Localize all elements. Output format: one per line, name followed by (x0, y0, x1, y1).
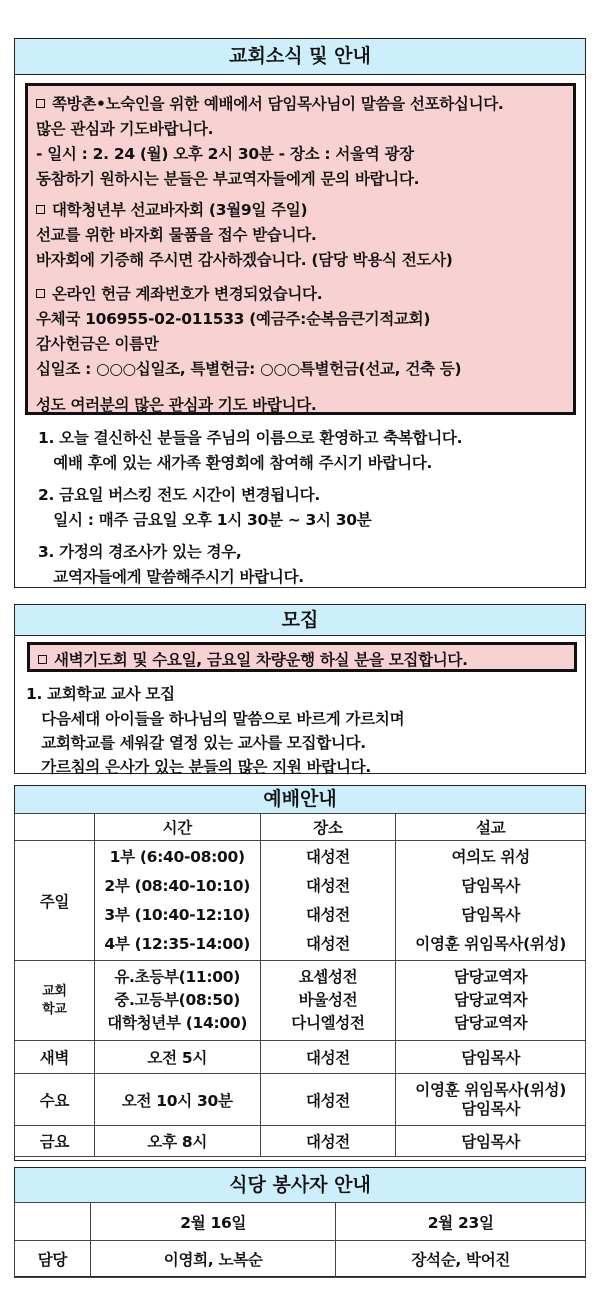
school-times: 유.초등부(11:00) 중.고등부(08:50) 대학청년부 (14:00) (94, 961, 260, 1041)
notice-line: 대학청년부 선교바자회 (3월9일 주일) (36, 198, 307, 220)
kitchen-date: 2월 16일 (90, 1203, 336, 1241)
sunday-places: 대성전 대성전 대성전 대성전 (260, 841, 396, 961)
notice-line: 동참하기 원하시는 분들은 부교역자들에게 문의 바랍니다. (36, 170, 420, 188)
checkbox-icon (36, 289, 45, 298)
fri-preacher: 담임목사 (396, 1126, 586, 1157)
notice-line: 온라인 헌금 계좌번호가 변경되었습니다. (36, 282, 322, 304)
news-item: 교역자들에게 말씀해주시기 바랍니다. (38, 568, 304, 586)
col-header (15, 814, 95, 841)
news-item: 예배 후에 있는 새가족 환영회에 참여해 주시기 바랍니다. (38, 454, 433, 472)
notice-line: 바자회에 기증해 주시면 감사하겠습니다. (담당 박용식 전도사) (36, 251, 453, 269)
notice-line: 쪽방촌•노숙인을 위한 예배에서 담임목사님이 말씀을 선포하십니다. (36, 92, 504, 114)
empty-cell (15, 1203, 91, 1241)
sunday-times: 1부 (6:40-08:00) 2부 (08:40-10:10) 3부 (10:40-12:10) 4부 (12:35-14:00) (94, 841, 260, 961)
recruit-item: 1. 교회학교 교사 모집 (26, 685, 175, 703)
school-label: 교회 학교 (15, 961, 95, 1041)
notice-line: 선교를 위한 바자회 물품을 접수 받습니다. (36, 226, 317, 244)
school-places: 요셉성전 바울성전 다니엘성전 (260, 961, 396, 1041)
notice-line: - 일시 : 2. 24 (월) 오후 2시 30분 - 장소 : 서울역 광장 (36, 145, 414, 163)
kitchen-header: 식당 봉사자 안내 (15, 1168, 585, 1203)
news-item: 1. 오늘 결신하신 분들을 주님의 이름으로 환영하고 축복합니다. (38, 429, 463, 447)
news-item: 3. 가정의 경조사가 있는 경우, (38, 543, 242, 561)
kitchen-date: 2월 23일 (336, 1203, 586, 1241)
wed-time: 오전 10시 30분 (94, 1074, 260, 1126)
kitchen-table (14, 1202, 586, 1278)
school-preachers: 담당교역자 담당교역자 담당교역자 (396, 961, 586, 1041)
kitchen-names: 이영희, 노복순 (90, 1241, 336, 1278)
fri-time: 오후 8시 (94, 1126, 260, 1157)
col-header: 장소 (260, 814, 396, 841)
col-header: 시간 (94, 814, 260, 841)
dawn-preacher: 담임목사 (396, 1041, 586, 1074)
wed-preacher: 이영훈 위임목사(위성) 담임목사 (396, 1074, 586, 1126)
notice-line: 많은 관심과 기도바랍니다. (36, 120, 214, 138)
sunday-preachers: 여의도 위성 담임목사 담임목사 이영훈 위임목사(위성) (396, 841, 586, 961)
notice-line: 감사헌금은 이름만 (36, 335, 159, 353)
wed-row (15, 1074, 586, 1126)
sunday-label: 주일 (15, 841, 95, 961)
wed-place: 대성전 (260, 1074, 396, 1126)
dawn-label: 새벽 (15, 1041, 95, 1074)
fri-place: 대성전 (260, 1126, 396, 1157)
checkbox-icon (36, 99, 45, 108)
checkbox-icon (38, 655, 47, 664)
worship-header-row (15, 814, 586, 841)
kitchen-names: 장석순, 박어진 (336, 1241, 586, 1278)
news-item: 2. 금요일 버스킹 전도 시간이 변경됩니다. (38, 486, 320, 504)
checkbox-icon (36, 205, 45, 214)
wed-label: 수요 (15, 1074, 95, 1126)
notice-line: 십일조 : ○○○십일조, 특별헌금: ○○○특별헌금(선교, 건축 등) (36, 360, 462, 378)
school-row (15, 961, 586, 1041)
worship-header: 예배안내 (15, 786, 585, 814)
sunday-row (15, 841, 586, 961)
recruit-item: 다음세대 아이들을 하나님의 말씀으로 바르게 가르치며 (26, 710, 405, 728)
kitchen-row-label: 담당 (15, 1241, 91, 1278)
kitchen-name-row (15, 1241, 586, 1278)
worship-table (14, 813, 586, 1157)
dawn-row (15, 1041, 586, 1074)
col-header: 설교 (396, 814, 586, 841)
fri-label: 금요 (15, 1126, 95, 1157)
dawn-place: 대성전 (260, 1041, 396, 1074)
notice-line: 성도 여러분의 많은 관심과 기도 바랍니다. (36, 396, 317, 414)
recruit-header: 모집 (15, 605, 585, 636)
news-notice-box (25, 83, 576, 415)
news-item: 일시 : 매주 금요일 오후 1시 30분 ~ 3시 30분 (38, 511, 372, 529)
kitchen-date-row (15, 1203, 586, 1241)
fri-row (15, 1126, 586, 1157)
dawn-time: 오전 5시 (94, 1041, 260, 1074)
recruit-highlight-box (27, 642, 577, 672)
recruit-item: 가르침의 은사가 있는 분들의 많은 지원 바랍니다. (26, 758, 371, 776)
recruit-item: 교회학교를 세워갈 열정 있는 교사를 모집합니다. (26, 734, 366, 752)
notice-line: 우체국 106955-02-011533 (예금주:순복음큰기적교회) (36, 310, 431, 328)
recruit-highlight: 새벽기도회 및 수요일, 금요일 차량운행 하실 분을 모집합니다. (38, 648, 468, 670)
news-header: 교회소식 및 안내 (15, 39, 585, 75)
